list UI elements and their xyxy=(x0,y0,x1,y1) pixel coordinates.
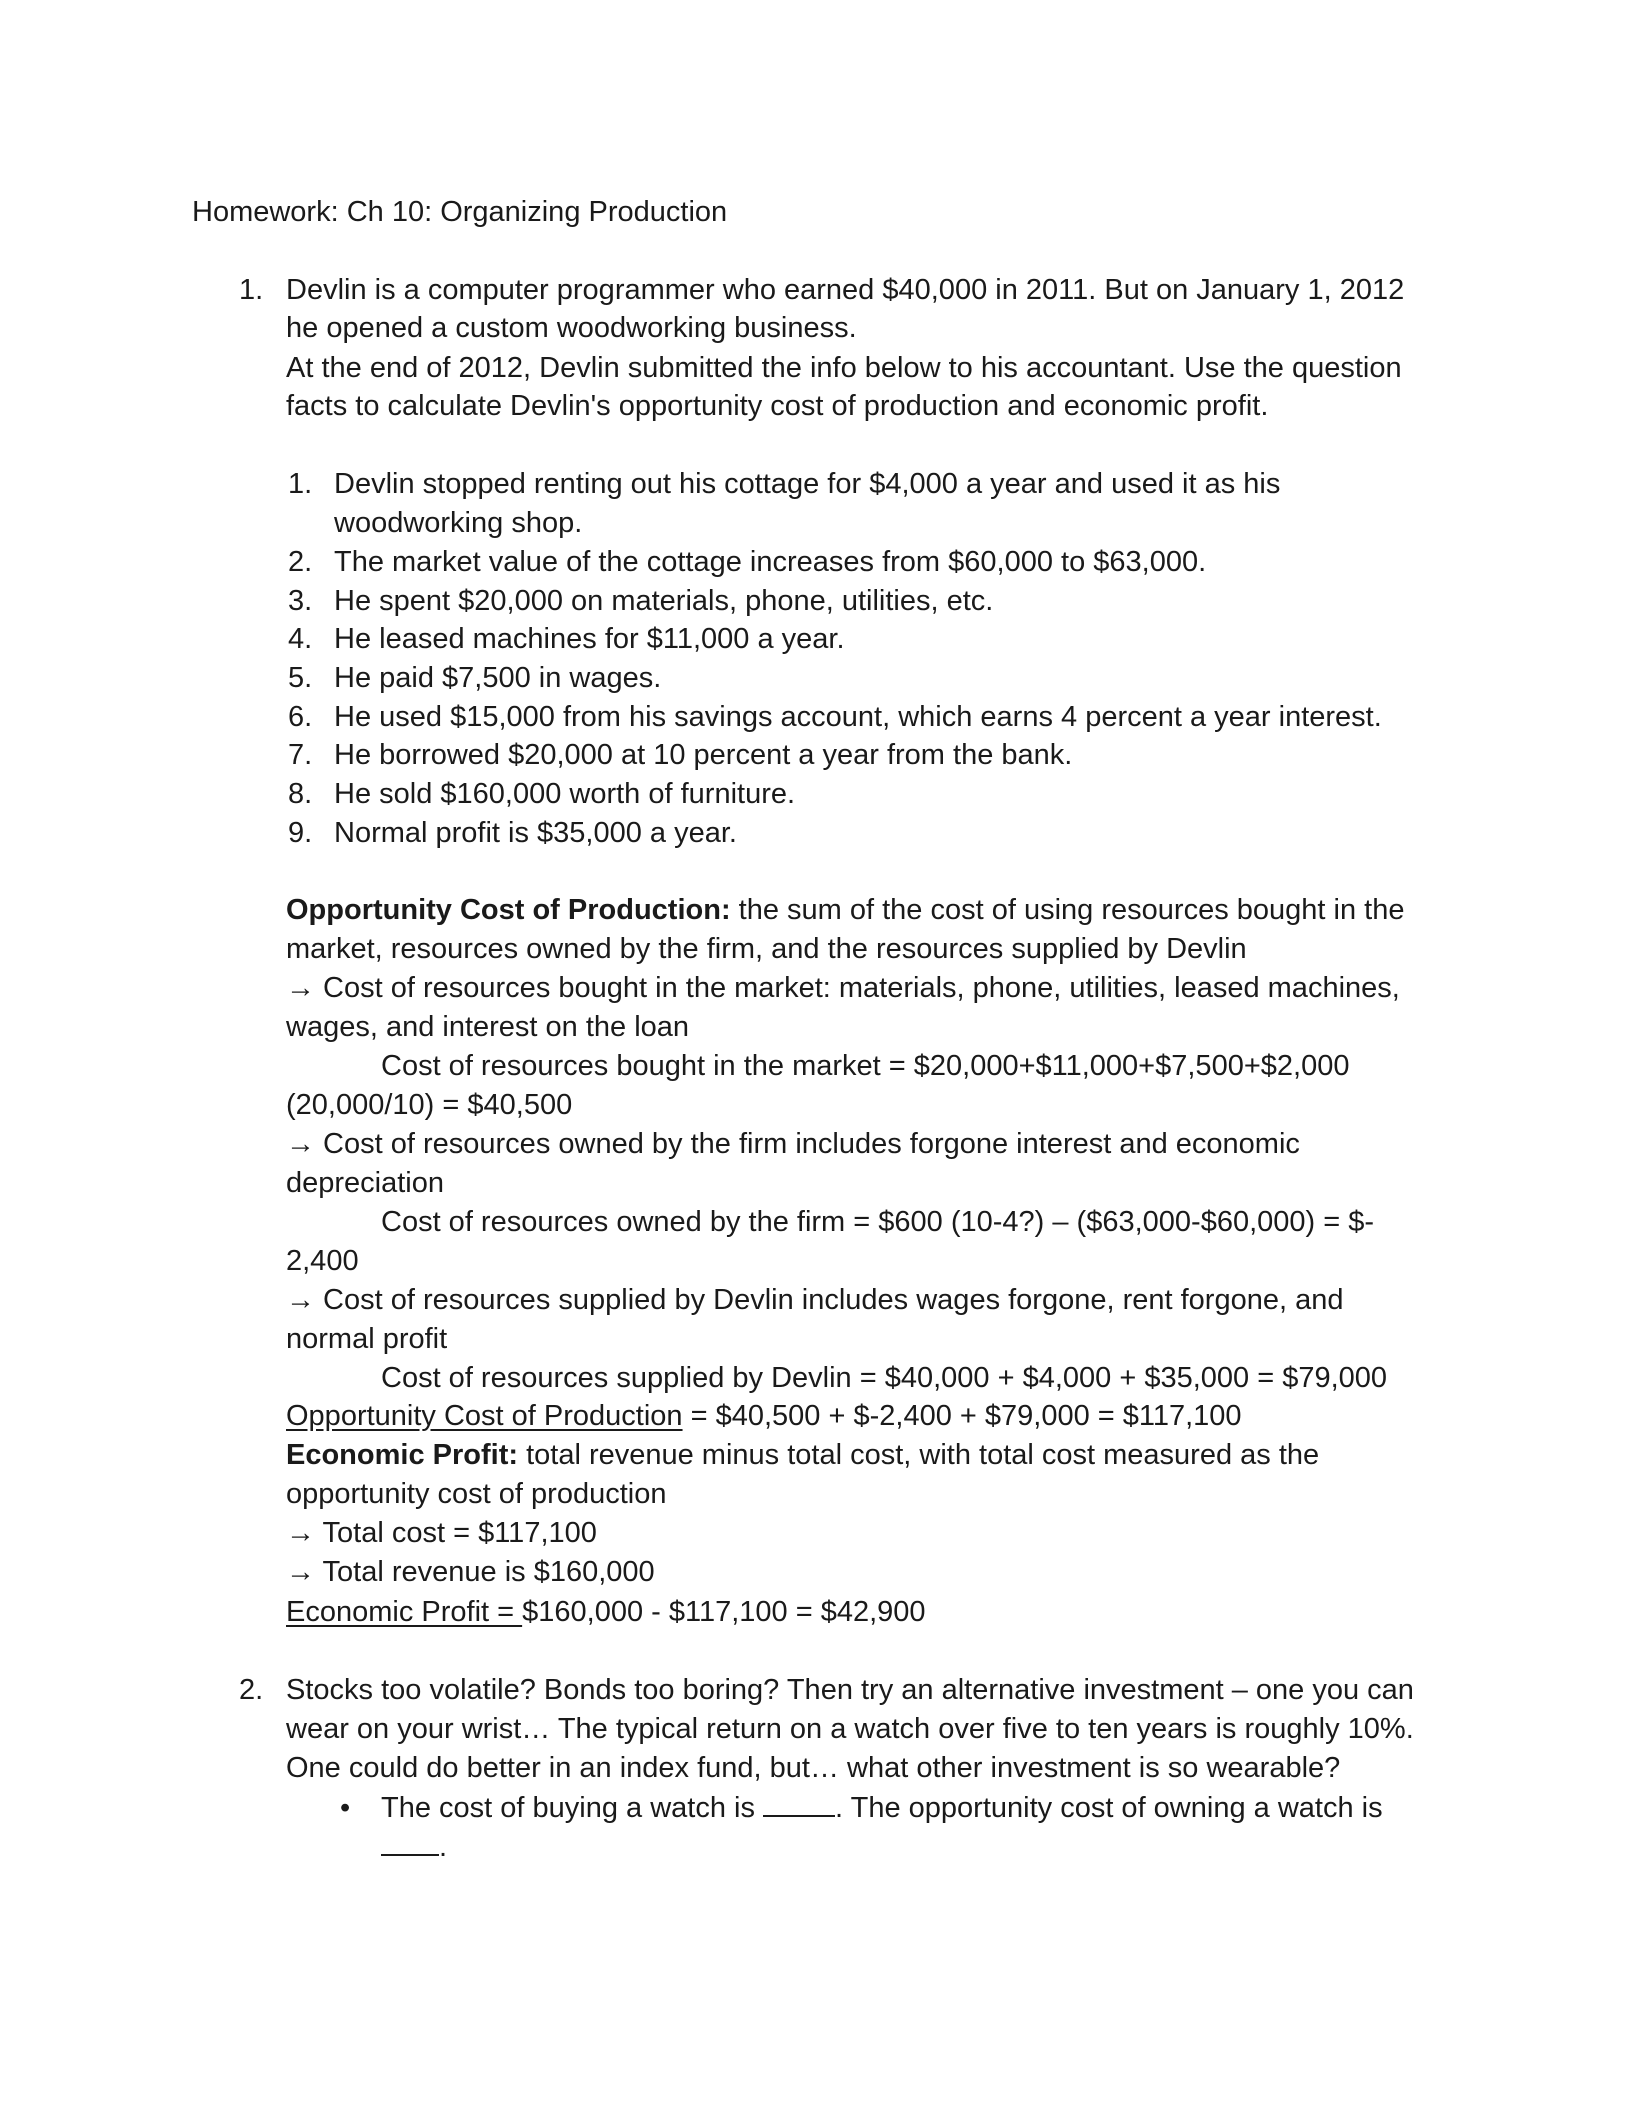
fact-3: He spent $20,000 on materials, phone, utilities, etc. xyxy=(334,585,994,617)
question-1-intro-line-4: facts to calculate Devlin's opportunity cost of production and economic profit. xyxy=(286,390,1269,422)
total-cost: → Total cost = $117,100 xyxy=(286,1517,597,1549)
question-1-intro-line-2: he opened a custom woodworking business. xyxy=(286,312,857,344)
fact-1-line-2: woodworking shop. xyxy=(334,507,583,539)
question-2-line-3: One could do better in an index fund, but… what other investment is so wearable? xyxy=(286,1752,1341,1784)
question-2-number: 2. xyxy=(239,1674,264,1706)
page-title: Homework: Ch 10: Organizing Production xyxy=(192,196,728,228)
ocp-total xyxy=(286,1397,1242,1435)
ocp-definition-line-2: market, resources owned by the firm, and the resources supplied by Devlin xyxy=(286,933,1247,965)
question-2-bullet xyxy=(381,1789,1383,1827)
fact-5: He paid $7,500 in wages. xyxy=(334,662,662,694)
devlin-resources-heading-1: → Cost of resources supplied by Devlin includes wages forgone, rent forgone, and xyxy=(286,1284,1344,1316)
fact-number: 1. xyxy=(288,468,313,500)
owned-resources-calc-1: Cost of resources owned by the firm = $600 (10-4?) – ($63,000-$60,000) = $- xyxy=(381,1206,1375,1238)
devlin-resources-heading-2: normal profit xyxy=(286,1323,448,1355)
ep-definition-line-1 xyxy=(286,1436,1319,1474)
market-resources-heading-1: → Cost of resources bought in the market: materials, phone, utilities, leased machines, xyxy=(286,972,1400,1004)
ep-total-value: $160,000 - $117,100 = $42,900 xyxy=(522,1596,926,1628)
owned-resources-heading-1: → Cost of resources owned by the firm includes forgone interest and economic xyxy=(286,1128,1300,1160)
fact-number: 3. xyxy=(288,585,313,617)
owned-resources-calc-2: 2,400 xyxy=(286,1245,359,1277)
fact-9: Normal profit is $35,000 a year. xyxy=(334,817,737,849)
bullet-text-2: . The opportunity cost of owning a watch is xyxy=(835,1792,1383,1824)
fact-number: 4. xyxy=(288,623,313,655)
answer-blank[interactable] xyxy=(763,1793,835,1817)
bullet-end: . xyxy=(439,1831,448,1863)
fact-8: He sold $160,000 worth of furniture. xyxy=(334,778,796,810)
market-resources-calc-1: Cost of resources bought in the market = $20,000+$11,000+$7,500+$2,000 xyxy=(381,1050,1350,1082)
question-2-line-1: Stocks too volatile? Bonds too boring? Then try an alternative investment – one you can xyxy=(286,1674,1414,1706)
fact-number: 5. xyxy=(288,662,313,694)
question-1-number: 1. xyxy=(239,274,264,306)
total-revenue: → Total revenue is $160,000 xyxy=(286,1556,655,1588)
ep-term: Economic Profit: xyxy=(286,1439,519,1471)
fact-number: 9. xyxy=(288,817,313,849)
fact-2: The market value of the cottage increases from $60,000 to $63,000. xyxy=(334,546,1207,578)
question-1-intro-line-1: Devlin is a computer programmer who earned $40,000 in 2011. But on January 1, 2012 xyxy=(286,274,1405,306)
market-resources-calc-2: (20,000/10) = $40,500 xyxy=(286,1089,573,1121)
fact-6: He used $15,000 from his savings account, which earns 4 percent a year interest. xyxy=(334,701,1382,733)
ep-definition-line-2: opportunity cost of production xyxy=(286,1478,667,1510)
fact-number: 6. xyxy=(288,701,313,733)
fact-number: 8. xyxy=(288,778,313,810)
market-resources-heading-2: wages, and interest on the loan xyxy=(286,1011,690,1043)
question-2-line-2: wear on your wrist… The typical return on a watch over five to ten years is roughly 10%. xyxy=(286,1713,1414,1745)
ocp-term: Opportunity Cost of Production: xyxy=(286,894,731,926)
ep-definition: total revenue minus total cost, with total cost measured as the xyxy=(518,1439,1320,1471)
question-1-intro-line-3: At the end of 2012, Devlin submitted the info below to his accountant. Use the question xyxy=(286,352,1402,384)
bullet-icon: • xyxy=(340,1792,351,1824)
fact-7: He borrowed $20,000 at 10 percent a year from the bank. xyxy=(334,739,1073,771)
ocp-definition: the sum of the cost of using resources bought in the xyxy=(730,894,1405,926)
ep-total-label: Economic Profit = xyxy=(286,1596,523,1628)
devlin-resources-calc: Cost of resources supplied by Devlin = $40,000 + $4,000 + $35,000 = $79,000 xyxy=(381,1362,1388,1394)
bullet-text-1: The cost of buying a watch is xyxy=(381,1792,764,1824)
ep-total xyxy=(286,1593,926,1631)
fact-number: 2. xyxy=(288,546,313,578)
fact-4: He leased machines for $11,000 a year. xyxy=(334,623,845,655)
answer-blank[interactable] xyxy=(381,1832,439,1856)
ocp-total-label: Opportunity Cost of Production xyxy=(286,1400,683,1432)
ocp-total-value: = $40,500 + $-2,400 + $79,000 = $117,100 xyxy=(682,1400,1242,1432)
question-2-bullet-end xyxy=(381,1828,447,1866)
ocp-definition-line-1 xyxy=(286,891,1404,929)
fact-number: 7. xyxy=(288,739,313,771)
fact-1-line-1: Devlin stopped renting out his cottage for $4,000 a year and used it as his xyxy=(334,468,1281,500)
owned-resources-heading-2: depreciation xyxy=(286,1167,444,1199)
